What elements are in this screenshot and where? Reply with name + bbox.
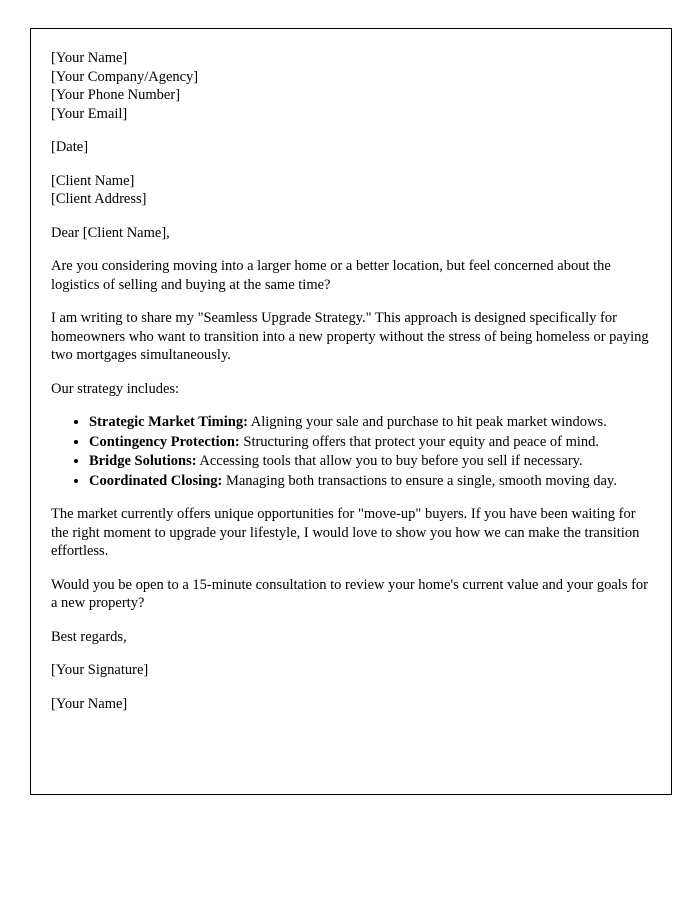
- list-intro: Our strategy includes:: [51, 380, 180, 397]
- signoff-name: [Your Name]: [51, 695, 128, 712]
- date-line: [Date]: [51, 139, 89, 155]
- bullet-label: Coordinated Closing:: [89, 472, 223, 489]
- paragraph-intro-question: Are you considering moving into a larger home or a better location, but feel concerned about the logistics of selling and buying at the same time?: [51, 258, 611, 293]
- list-item: [89, 433, 651, 452]
- signature-placeholder: [Your Signature]: [51, 662, 149, 678]
- paragraph-strategy-pitch: I am writing to share my "Seamless Upgrade Strategy." This approach is designed specifically for homeowners who want to transition into a new property without the stress of being homeless or paying two mortgages simultaneously.: [51, 310, 649, 363]
- closing-line: Best regards,: [51, 628, 127, 645]
- client-address: [Client Address]: [51, 191, 147, 207]
- bullet-text: Managing both transactions to ensure a single, smooth moving day.: [222, 472, 617, 489]
- client-block: [51, 172, 651, 209]
- paragraph-consultation-ask: Would you be open to a 15-minute consultation to review your home's current value and your goals for a new property?: [51, 576, 649, 611]
- client-name: [Client Name]: [51, 172, 135, 189]
- bullet-label: Strategic Market Timing:: [89, 414, 248, 430]
- list-item: [89, 472, 651, 491]
- sender-block: [51, 49, 651, 123]
- letter-body: [51, 49, 651, 713]
- bullet-label: Contingency Protection:: [89, 433, 240, 450]
- sender-name: [Your Name]: [51, 50, 128, 66]
- list-item: [89, 413, 651, 432]
- paragraph-market-opportunity: The market currently offers unique opportunities for "move-up" buyers. If you have been waiting for the right moment to upgrade your lifestyle, I would love to show you how we can make the transition effortless.: [51, 506, 640, 559]
- sender-phone: [Your Phone Number]: [51, 87, 181, 103]
- bullet-text: Structuring offers that protect your equity and peace of mind.: [239, 433, 600, 450]
- letter-page: [30, 28, 672, 795]
- bullet-text: Aligning your sale and purchase to hit peak market windows.: [247, 414, 607, 430]
- sender-email: [Your Email]: [51, 105, 128, 122]
- strategy-bullet-list: [51, 413, 651, 490]
- list-item: [89, 452, 651, 471]
- bullet-label: Bridge Solutions:: [89, 453, 197, 469]
- bullet-text: Accessing tools that allow you to buy before you sell if necessary.: [196, 453, 583, 469]
- sender-company: [Your Company/Agency]: [51, 68, 199, 85]
- salutation: Dear [Client Name],: [51, 224, 170, 241]
